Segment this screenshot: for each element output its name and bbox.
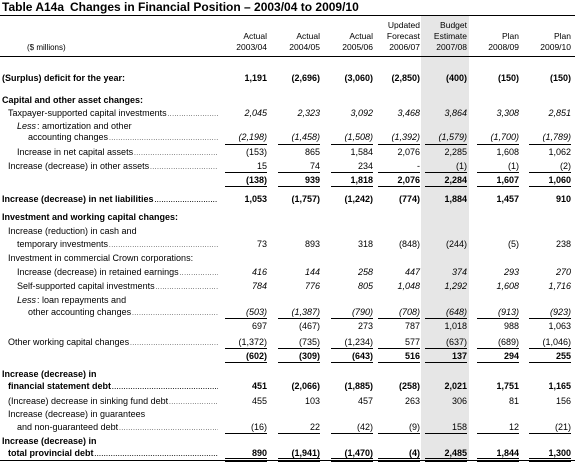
subtotal-rule — [425, 186, 467, 187]
column-header-line: Updated — [387, 20, 420, 30]
table-cell: 156 — [555, 396, 571, 406]
column-header-line: Actual — [349, 31, 373, 41]
table-cell: 1,844 — [496, 448, 519, 458]
table-cell: 74 — [309, 161, 320, 171]
table-cell: (1,046) — [542, 337, 571, 347]
table-cell: (1) — [456, 161, 467, 171]
column-header-line: 2003/04 — [236, 42, 267, 52]
subtotal-rule — [425, 318, 467, 319]
row-label-text: Capital and other asset changes: — [2, 95, 144, 105]
table-cell: (4) — [409, 448, 420, 458]
subtotal-rule — [278, 186, 320, 187]
table-cell: 1,608 — [496, 281, 519, 291]
row-label-text: (Increase) decrease in sinking fund debt — [8, 396, 169, 406]
subtotal-rule — [529, 318, 571, 319]
subtotal-rule — [477, 172, 519, 173]
row-label-text: Increase (reduction) in cash and — [8, 226, 137, 236]
column-header-line: Actual — [243, 31, 267, 41]
subtotal-rule — [378, 362, 420, 363]
row-label — [28, 131, 218, 146]
table-row — [0, 238, 575, 251]
table-cell: 890 — [251, 448, 267, 458]
table-cell: (848) — [398, 239, 420, 249]
table-title — [2, 0, 359, 14]
table-cell: (1,392) — [391, 132, 420, 142]
subtotal-rule — [278, 348, 320, 349]
row-label-text: : loan repayments and — [37, 295, 127, 305]
table-cell: (790) — [351, 307, 373, 317]
subtotal-rule — [278, 144, 320, 145]
table-cell: 3,864 — [444, 108, 467, 118]
row-label-text: Taxpayer-supported capital investments — [8, 108, 167, 118]
table-cell: 2,076 — [397, 175, 420, 185]
table-cell: (708) — [398, 307, 420, 317]
subtotal-rule — [278, 172, 320, 173]
row-label-text: Self-supported capital investments — [17, 281, 155, 291]
table-cell: 1,716 — [548, 281, 571, 291]
table-cell: 318 — [357, 239, 373, 249]
column-header-line: 2005/06 — [342, 42, 373, 52]
table-cell: 1,607 — [496, 175, 519, 185]
table-cell: 234 — [357, 161, 373, 171]
table-cell: (150) — [549, 73, 571, 83]
table-cell: 577 — [404, 337, 420, 347]
subtotal-rule — [378, 433, 420, 434]
table-cell: 416 — [251, 267, 267, 277]
table-cell: (1,508) — [344, 132, 373, 142]
subtotal-rule — [225, 186, 267, 187]
table-cell: (774) — [398, 194, 420, 204]
table-cell: (400) — [445, 73, 467, 83]
table-cell: (913) — [497, 307, 519, 317]
row-label-text: Increase (decrease) in retained earnings — [17, 267, 179, 277]
row-label-text: Investment in commercial Crown corporations: — [8, 253, 194, 263]
table-cell: 3,308 — [496, 108, 519, 118]
table-cell: 516 — [404, 351, 420, 361]
subtotal-rule — [331, 144, 373, 145]
table-cell: (42) — [356, 422, 373, 432]
table-row — [0, 107, 575, 120]
top-rule — [0, 15, 575, 16]
table-cell: 1,063 — [548, 321, 571, 331]
table-cell: (1) — [508, 161, 519, 171]
table-cell: 15 — [256, 161, 267, 171]
row-label-text: (Surplus) deficit for the year: — [2, 73, 126, 83]
table-row — [0, 280, 575, 293]
subtotal-rule — [278, 318, 320, 319]
subtotal-rule — [331, 433, 373, 434]
subtotal-rule — [425, 433, 467, 434]
table-cell: 2,021 — [444, 381, 467, 391]
table-row — [0, 266, 575, 279]
table-cell: 294 — [503, 351, 519, 361]
table-cell: 457 — [357, 396, 373, 406]
table-cell: (16) — [250, 422, 267, 432]
subtotal-rule — [378, 144, 420, 145]
table-cell: 1,457 — [496, 194, 519, 204]
subtotal-rule — [477, 318, 519, 319]
table-cell: (1,941) — [291, 448, 320, 458]
column-header-line: Plan — [553, 31, 571, 41]
table-cell: 144 — [304, 267, 320, 277]
table-cell: 697 — [251, 321, 267, 331]
table-cell: 263 — [404, 396, 420, 406]
table-cell: - — [417, 161, 420, 171]
table-cell: (602) — [245, 351, 267, 361]
table-cell: 306 — [451, 396, 467, 406]
row-label — [8, 408, 228, 421]
table-cell: 1,048 — [397, 281, 420, 291]
row-label-italic: Less — [17, 121, 37, 131]
table-cell: 22 — [309, 422, 320, 432]
row-label — [8, 380, 218, 395]
column-header-line: 2009/10 — [540, 42, 571, 52]
column-header-line: 2004/05 — [289, 42, 320, 52]
table-cell: (1,885) — [344, 381, 373, 391]
row-label-text: Increase (decrease) in other assets — [8, 161, 150, 171]
subtotal-rule — [477, 433, 519, 434]
subtotal-rule — [278, 362, 320, 363]
subtotal-rule — [477, 362, 519, 363]
row-label-text: accounting changes — [28, 132, 109, 142]
table-cell: (138) — [245, 175, 267, 185]
subtotal-rule — [225, 362, 267, 363]
subtotal-rule — [225, 144, 267, 145]
table-cell: (1,700) — [490, 132, 519, 142]
bottom-rule — [0, 460, 575, 461]
table-cell: (1,470) — [344, 448, 373, 458]
table-cell: (1,757) — [291, 194, 320, 204]
row-label-text: Increase (decrease) in — [2, 436, 97, 446]
subtotal-rule — [331, 186, 373, 187]
table-cell: (503) — [245, 307, 267, 317]
table-cell: 910 — [555, 194, 571, 204]
table-cell: (689) — [497, 337, 519, 347]
table-cell: 374 — [451, 267, 467, 277]
subtotal-rule — [425, 348, 467, 349]
subtotal-rule — [378, 172, 420, 173]
table-row — [0, 225, 575, 238]
table-cell: (637) — [445, 337, 467, 347]
table-cell: (1,458) — [291, 132, 320, 142]
column-header — [213, 17, 267, 53]
table-cell: 137 — [451, 351, 467, 361]
subtotal-rule — [529, 362, 571, 363]
table-cell: 787 — [404, 321, 420, 331]
table-row — [0, 408, 575, 421]
subtotal-rule — [278, 433, 320, 434]
table-cell: 1,191 — [244, 73, 267, 83]
table-cell: 805 — [357, 281, 373, 291]
table-cell: (467) — [298, 321, 320, 331]
table-row — [0, 320, 575, 333]
row-label — [2, 72, 222, 85]
column-header-line: 2006/07 — [389, 42, 420, 52]
table-cell: 2,285 — [444, 147, 467, 157]
table-cell: (923) — [549, 307, 571, 317]
column-header — [266, 17, 320, 53]
table-cell: 103 — [304, 396, 320, 406]
column-header-line: Forecast — [386, 31, 420, 41]
table-cell: (648) — [445, 307, 467, 317]
subtotal-rule — [331, 318, 373, 319]
column-header — [319, 17, 373, 53]
table-cell: (1,579) — [438, 132, 467, 142]
column-header-line: Estimate — [433, 31, 467, 41]
table-cell: 447 — [404, 267, 420, 277]
table-cell: (3,060) — [344, 73, 373, 83]
table-cell: (643) — [351, 351, 373, 361]
subtotal-rule — [529, 433, 571, 434]
column-header — [465, 17, 519, 53]
table-cell: 1,018 — [444, 321, 467, 331]
table-cell: 455 — [251, 396, 267, 406]
table-cell: 12 — [508, 422, 519, 432]
row-label — [2, 94, 222, 107]
row-label-text: Increase (decrease) in — [2, 369, 97, 379]
table-cell: (244) — [445, 239, 467, 249]
table-cell: (309) — [298, 351, 320, 361]
table-cell: 3,468 — [397, 108, 420, 118]
row-label — [8, 336, 218, 351]
column-header-line: Budget — [440, 20, 467, 30]
row-label-text: Increase (decrease) in net liabilities — [2, 194, 154, 204]
table-title-text: Changes in Financial Position – 2003/04 to 2009/10 — [70, 0, 359, 14]
subtotal-rule — [425, 144, 467, 145]
row-label — [28, 306, 218, 321]
subtotal-rule — [225, 172, 267, 173]
table-cell: 258 — [357, 267, 373, 277]
subtotal-rule — [529, 144, 571, 145]
subtotal-rule — [425, 172, 467, 173]
row-label — [8, 225, 228, 238]
table-row — [0, 72, 575, 85]
header-rule — [0, 56, 575, 57]
subtotal-rule — [225, 318, 267, 319]
table-cell: 1,060 — [548, 175, 571, 185]
row-label-italic: Less — [17, 295, 37, 305]
row-label — [2, 193, 218, 208]
row-label-text: Investment and working capital changes: — [2, 212, 179, 222]
table-cell: 2,485 — [444, 448, 467, 458]
table-cell: 451 — [251, 381, 267, 391]
table-cell: 2,076 — [397, 147, 420, 157]
table-cell: 2,851 — [548, 108, 571, 118]
table-cell: 1,165 — [548, 381, 571, 391]
table-cell: 3,092 — [350, 108, 373, 118]
table-cell: (9) — [409, 422, 420, 432]
subtotal-rule — [225, 348, 267, 349]
subtotal-rule — [331, 172, 373, 173]
table-cell: 893 — [304, 239, 320, 249]
row-label — [17, 421, 218, 436]
row-label-text: temporary investments — [17, 239, 109, 249]
row-label-text: Other working capital changes — [8, 337, 130, 347]
table-cell: 2,045 — [244, 108, 267, 118]
column-header — [517, 17, 571, 53]
subtotal-rule — [331, 362, 373, 363]
table-number: Table A14a — [2, 0, 65, 14]
row-label — [8, 160, 218, 175]
table-cell: (5) — [508, 239, 519, 249]
table-cell: 73 — [256, 239, 267, 249]
table-cell: 238 — [555, 239, 571, 249]
table-cell: 865 — [304, 147, 320, 157]
table-cell: (1,242) — [344, 194, 373, 204]
table-cell: 1,053 — [244, 194, 267, 204]
table-cell: (1,789) — [542, 132, 571, 142]
column-header-line: Actual — [296, 31, 320, 41]
row-label-text: Increase in net capital assets — [17, 147, 134, 157]
table-row — [0, 131, 575, 144]
table-cell: (735) — [298, 337, 320, 347]
row-label — [17, 266, 218, 281]
subtotal-rule — [477, 144, 519, 145]
units-label: ($ millions) — [27, 43, 66, 52]
table-cell: 1,608 — [496, 147, 519, 157]
column-header-line: 2007/08 — [436, 42, 467, 52]
column-header — [366, 17, 420, 53]
subtotal-rule — [425, 362, 467, 363]
table-row — [0, 94, 575, 107]
table-cell: 293 — [503, 267, 519, 277]
table-cell: 988 — [503, 321, 519, 331]
table-cell: 273 — [357, 321, 373, 331]
column-header-line: 2008/09 — [488, 42, 519, 52]
row-label — [8, 252, 228, 265]
table-cell: 1,584 — [350, 147, 373, 157]
table-cell: (21) — [554, 422, 571, 432]
table-row — [0, 193, 575, 206]
table-cell: 270 — [555, 267, 571, 277]
table-cell: (2) — [560, 161, 571, 171]
row-label-text: : amortization and other — [37, 121, 132, 131]
row-label-text: and non-guaranteed debt — [17, 422, 119, 432]
table-cell: 81 — [508, 396, 519, 406]
subtotal-rule — [378, 186, 420, 187]
row-label — [2, 211, 222, 224]
subtotal-rule — [378, 348, 420, 349]
table-cell: (2,850) — [391, 73, 420, 83]
table-cell: (2,066) — [291, 381, 320, 391]
row-label — [17, 280, 218, 295]
table-cell: 1,300 — [548, 448, 571, 458]
table-cell: (2,198) — [238, 132, 267, 142]
subtotal-rule — [477, 348, 519, 349]
row-label-text: total provincial debt — [8, 448, 94, 458]
table-cell: 1,751 — [496, 381, 519, 391]
column-header — [413, 17, 467, 53]
row-label-text: other accounting changes — [28, 307, 132, 317]
subtotal-rule — [331, 348, 373, 349]
table-cell: (153) — [245, 147, 267, 157]
table-cell: (150) — [497, 73, 519, 83]
subtotal-rule — [529, 186, 571, 187]
subtotal-rule — [378, 318, 420, 319]
row-label — [17, 238, 218, 253]
row-label — [17, 146, 218, 161]
row-label-text: financial statement debt — [8, 381, 112, 391]
column-header-line: Plan — [501, 31, 519, 41]
table-cell: (1,372) — [238, 337, 267, 347]
table-row — [0, 211, 575, 224]
table-row — [0, 380, 575, 393]
row-label-text: Increase (decrease) in guarantees — [8, 409, 146, 419]
subtotal-rule — [529, 172, 571, 173]
table-cell: 2,284 — [444, 175, 467, 185]
table-cell: (1,234) — [344, 337, 373, 347]
subtotal-rule — [225, 433, 267, 434]
table-cell: 776 — [304, 281, 320, 291]
table-row — [0, 252, 575, 265]
table-cell: (1,387) — [291, 307, 320, 317]
table-cell: 158 — [451, 422, 467, 432]
table-cell: 939 — [304, 175, 320, 185]
table-cell: 2,323 — [297, 108, 320, 118]
subtotal-rule — [477, 186, 519, 187]
table-row — [0, 146, 575, 159]
table-cell: 1,062 — [548, 147, 571, 157]
subtotal-rule — [529, 348, 571, 349]
table-cell: (2,696) — [291, 73, 320, 83]
table-cell: (258) — [398, 381, 420, 391]
table-cell: 255 — [555, 351, 571, 361]
table-row — [0, 395, 575, 408]
table-cell: 1,818 — [350, 175, 373, 185]
table-cell: 1,884 — [444, 194, 467, 204]
table-cell: 1,292 — [444, 281, 467, 291]
table-cell: 784 — [251, 281, 267, 291]
